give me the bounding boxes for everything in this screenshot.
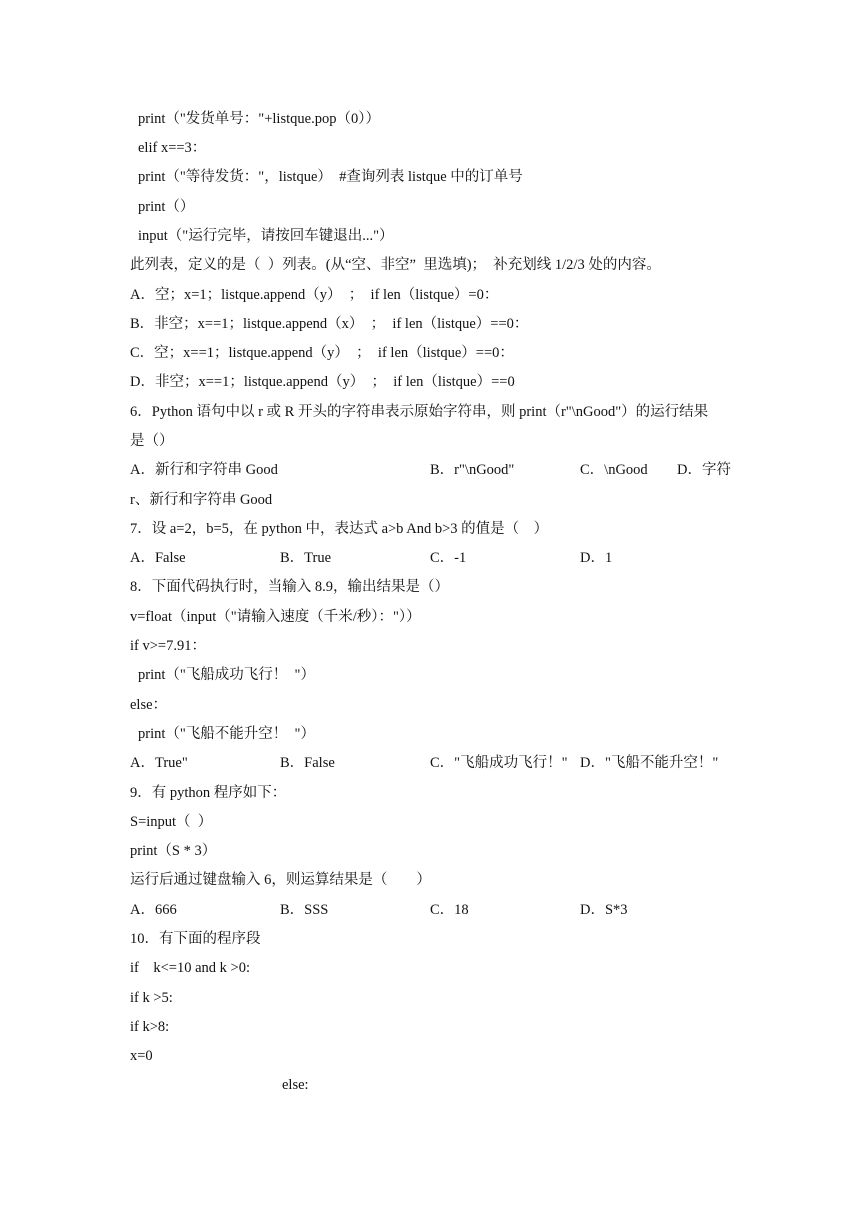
question-5-text: 此列表，定义的是（ ）列表。(从“空、非空” 里选填)； 补充划线 1/2/3 处的内容。 (130, 257, 661, 273)
option-c: C．-1 (430, 550, 467, 566)
code-line: if k>8: (130, 1019, 170, 1035)
option-b: B．True (280, 550, 332, 566)
code-line: print（） (138, 199, 195, 215)
option-c: C．18 (430, 902, 469, 918)
question-9-text: 9．有 python 程序如下： (130, 785, 287, 801)
option-d: D．非空；x==1；listque.append（y） ； if len（listque）==0 (130, 374, 515, 390)
question-6-text: 6．Python 语句中以 r 或 R 开头的字符串表示原始字符串，则 print（r"\nGood"）的运行结果 (130, 404, 709, 420)
code-line: x=0 (130, 1048, 153, 1064)
code-line: print（"飞船不能升空！ "） (138, 726, 315, 742)
code-line: if k<=10 and k >0: (130, 960, 250, 976)
option-a: A．True" (130, 755, 188, 771)
code-line: print（S * 3） (130, 843, 217, 859)
option-c: C．空；x==1；listque.append（y） ； if len（listque）==0： (130, 345, 514, 361)
option-d: D．"飞船不能升空！" (580, 755, 719, 771)
option-d: D．1 (580, 550, 613, 566)
code-line: v=float（input（"请输入速度（千米/秒）："）） (130, 609, 421, 625)
option-c: C．\nGood (580, 462, 648, 478)
option-d-cont: r、新行和字符串 Good (130, 492, 273, 508)
question-10-text: 10．有下面的程序段 (130, 931, 261, 947)
option-c: C．"飞船成功飞行！" (430, 755, 568, 771)
code-line: else: (282, 1077, 309, 1093)
option-b: B．非空；x==1；listque.append（x） ； if len（listque）==0： (130, 316, 529, 332)
code-line: input（"运行完毕，请按回车键退出..."） (138, 228, 394, 244)
option-a: A．空；x=1；listque.append（y） ； if len（listque）=0： (130, 287, 499, 303)
code-line: S=input（ ） (130, 814, 213, 830)
question-9-text-cont: 运行后通过键盘输入 6，则运算结果是（ ） (130, 872, 431, 888)
option-b: B．False (280, 755, 335, 771)
code-line: print（"等待发货："，listque） #查询列表 listque 中的订单号 (138, 169, 523, 185)
question-6-text-cont: 是（） (130, 433, 174, 449)
option-b: B．r"\nGood" (430, 462, 515, 478)
option-d: D．S*3 (580, 902, 628, 918)
option-a: A．666 (130, 902, 177, 918)
question-7-text: 7．设 a=2，b=5，在 python 中，表达式 a>b And b>3 的值是（ ） (130, 521, 549, 537)
option-d: D．字符 (677, 462, 731, 478)
option-a: A．新行和字符串 Good (130, 462, 278, 478)
code-line: elif x==3： (138, 140, 207, 156)
option-a: A．False (130, 550, 186, 566)
code-line: if v>=7.91： (130, 638, 206, 654)
code-line: print（"飞船成功飞行！ "） (138, 667, 315, 683)
code-line: else： (130, 697, 168, 713)
code-line: print（"发货单号："+listque.pop（0）） (138, 111, 380, 127)
question-8-text: 8．下面代码执行时，当输入 8.9，输出结果是（） (130, 579, 449, 595)
code-line: if k >5: (130, 990, 173, 1006)
option-b: B．SSS (280, 902, 329, 918)
